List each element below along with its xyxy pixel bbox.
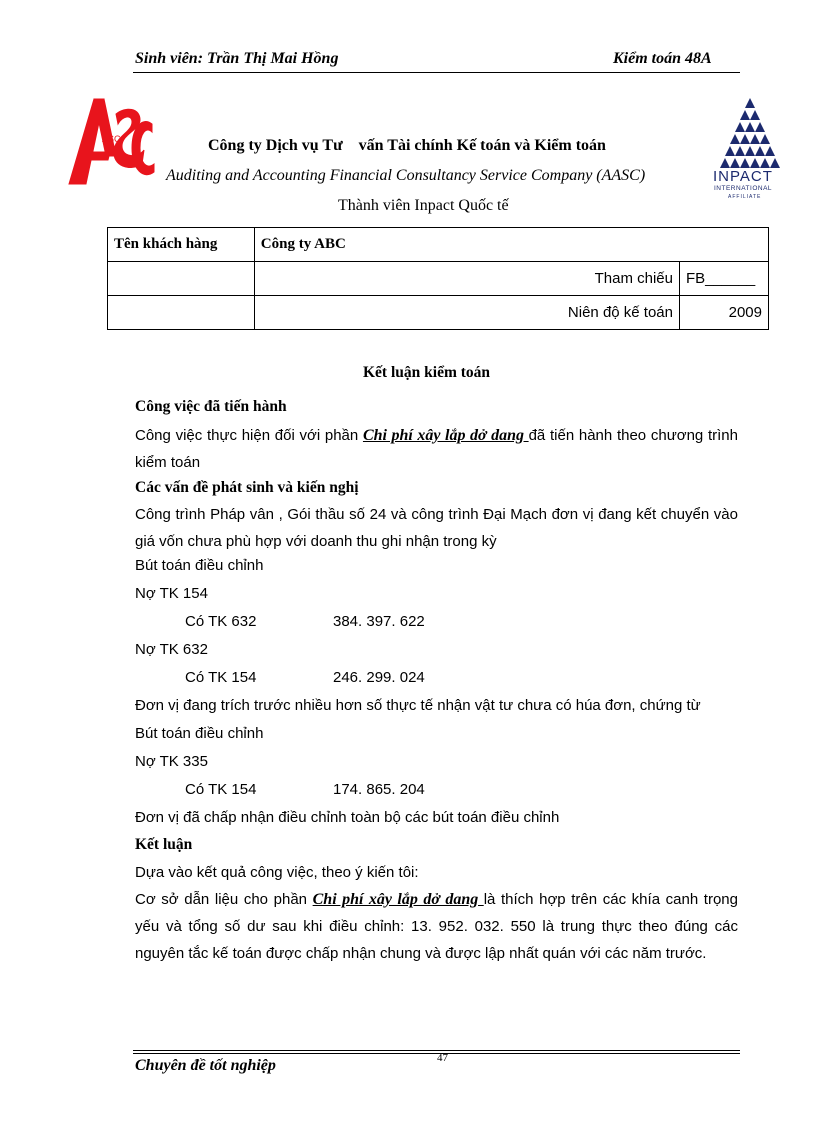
inpact-logo — [710, 96, 790, 206]
inpact-logo-sub1: INTERNATIONAL — [714, 185, 773, 192]
based-on: Dựa vào kết quả công việc, theo ý kiến tôi: — [135, 864, 419, 881]
reference-label: Tham chiếu — [254, 262, 679, 296]
fiscal-year-label: Niên độ kế toán — [254, 296, 679, 330]
client-label: Tên khách hàng — [108, 228, 255, 262]
entry-3-credit: Có TK 154 — [185, 781, 257, 798]
company-name-vi: Công ty Dịch vụ Tư vấn Tài chính Kế toán và Kiểm toán — [208, 137, 606, 154]
entry-3-amount: 174. 865. 204 — [333, 781, 425, 798]
fiscal-year-value: 2009 — [680, 296, 769, 330]
table-row — [108, 228, 769, 262]
entry-1-debit: Nợ TK 154 — [135, 585, 208, 602]
company-member: Thành viên Inpact Quốc tế — [338, 197, 509, 214]
work-heading: Công việc đã tiến hành — [135, 398, 287, 415]
table-row — [108, 296, 769, 330]
aasc-logo — [64, 94, 156, 194]
header-course: Kiểm toán 48A — [613, 50, 712, 67]
issue-2: Đơn vị đang trích trước nhiều hơn số thực tế nhận vật tư chưa có húa đơn, chứng từ — [135, 697, 701, 714]
inpact-logo-text: INPACT — [713, 168, 773, 185]
page-title: Kết luận kiểm toán — [363, 364, 491, 381]
footer-title: Chuyên đề tốt nghiệp — [135, 1057, 276, 1074]
header-student: Sinh viên: Trần Thị Mai Hồng — [135, 50, 339, 67]
work-emphasis: Chi phí xây lắp dở dang — [362, 427, 529, 444]
issue-1: Công trình Pháp vân , Gói thầu số 24 và công trình Đại Mạch đơn vị đang kết chuyển vào giá vốn chưa phù hợp với doanh thu ghi nhận trong kỳ — [135, 506, 738, 550]
client-value: Công ty ABC — [254, 228, 768, 262]
adjustment-2-label: Bút toán điều chỉnh — [135, 725, 264, 742]
entry-2-amount: 246. 299. 024 — [333, 669, 425, 686]
entry-1-credit: Có TK 632 — [185, 613, 257, 630]
reference-value: FB______ — [680, 262, 769, 296]
accepted-statement: Đơn vị đã chấp nhận điều chỉnh toàn bộ các bút toán điều chỉnh — [135, 809, 560, 826]
company-name-en: Auditing and Accounting Financial Consultancy Service Company (AASC) — [166, 167, 646, 184]
table-row — [108, 262, 769, 296]
header-rule — [133, 72, 740, 73]
footer-rule-top — [133, 1050, 740, 1051]
empty-cell — [108, 262, 255, 296]
issues-heading: Các vấn đề phát sinh và kiến nghị — [135, 479, 359, 496]
entry-3-debit: Nợ TK 335 — [135, 753, 208, 770]
page-number: 47 — [437, 1052, 448, 1064]
adjustment-1-label: Bút toán điều chỉnh — [135, 557, 264, 574]
reference-table — [107, 227, 769, 330]
entry-2-credit: Có TK 154 — [185, 669, 257, 686]
asc-logo-text: ASC — [102, 134, 121, 144]
final-emphasis: Chi phí xây lắp dở dang — [312, 891, 484, 908]
inpact-logo-sub2: AFFILIATE — [728, 194, 762, 200]
empty-cell — [108, 296, 255, 330]
conclusion-heading: Kết luận — [135, 836, 193, 853]
work-paragraph: Công việc thực hiện đối với phần Chi phí xây lắp dở dang đã tiến hành theo chương trình kiểm toán — [135, 427, 738, 471]
entry-2-debit: Nợ TK 632 — [135, 641, 208, 658]
final-paragraph: Cơ sở dẫn liệu cho phần Chi phí xây lắp dở dang là thích hợp trên các khía canh trọng yếu và tổng số dư sau khi điều chỉnh: 13. 952. 032. 550 là trung thực theo đúng các nguyên tắc kế toán được chấp nhận chung và được lập nhất quán với các năm trước. — [135, 891, 738, 962]
entry-1-amount: 384. 397. 622 — [333, 613, 425, 630]
